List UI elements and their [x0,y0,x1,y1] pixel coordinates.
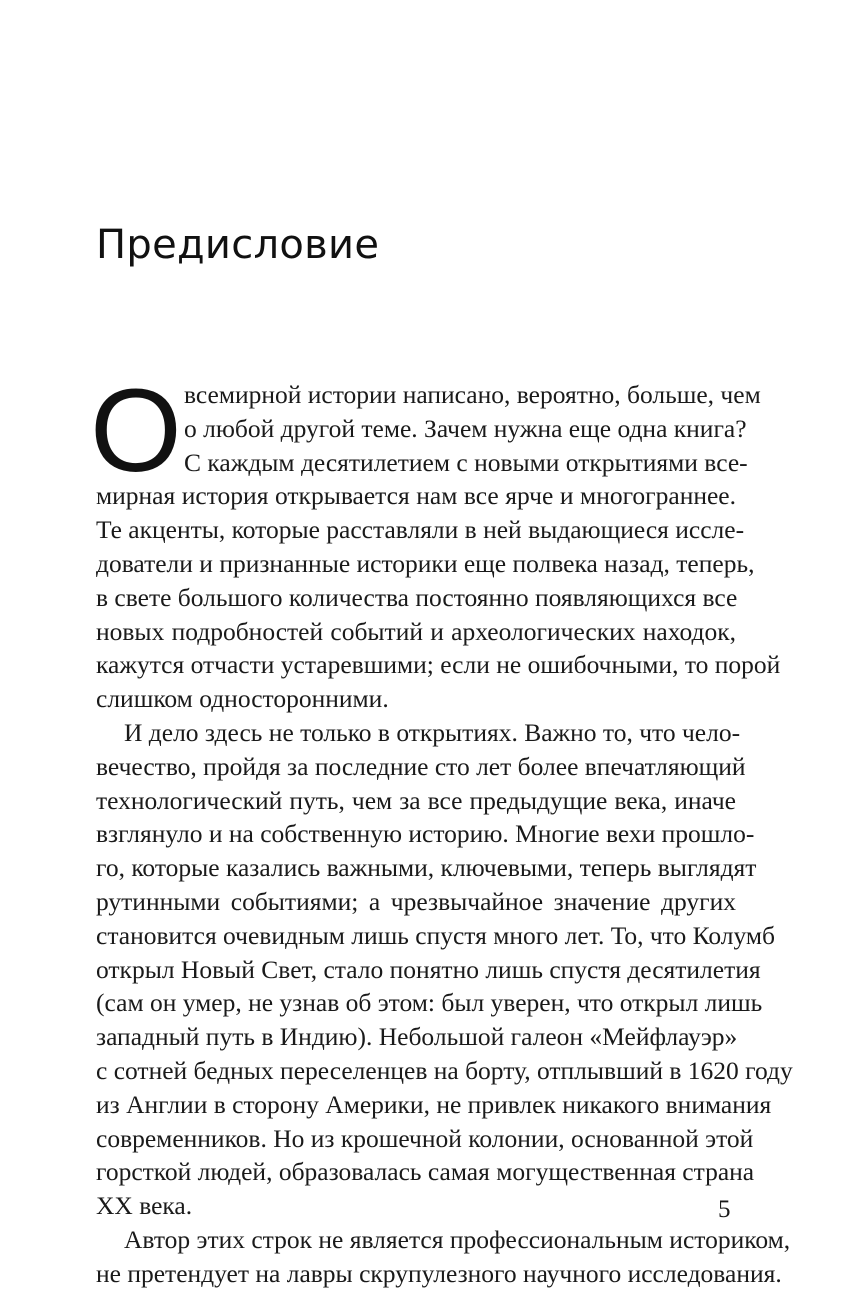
text-line: о любой другой теме. Зачем нужна еще одна книга? [184,413,747,443]
text-line: в свете большого количества постоянно появляющихся все [96,582,738,612]
text-line: XX века. [96,1191,193,1221]
text-line: Те акценты, которые расставляли в ней выдающиеся иссле- [96,515,745,545]
text-line: с сотней бедных переселенцев на борту, отплывший в 1620 году [96,1055,793,1085]
text-line: го, которые казались важными, ключевыми, теперь выглядят [96,853,757,883]
chapter-title: Предисловие [96,222,380,268]
text-line: открыл Новый Свет, стало понятно лишь спустя десятилетия [96,954,761,984]
drop-cap: О [90,365,182,497]
text-line: из Англии в сторону Америки, не привлек никакого внимания [96,1089,772,1119]
text-line: технологический путь, чем за все предыдущие века, иначе [96,785,736,815]
text-line: новых подробностей событий и археологических находок, [96,616,736,646]
text-line: вечество, пройдя за последние сто лет более впечатляющий [96,751,746,781]
page-number: 5 [718,1196,731,1223]
text-line: С каждым десятилетием с новыми открытиями все- [184,447,748,477]
paragraph-2 [96,716,793,1223]
text-line: взглянуло и на собственную историю. Многие вехи прошло- [96,819,755,849]
text-line: мирная история открывается нам все ярче и многограннее. [96,481,736,511]
text-line: становится очевидным лишь спустя много лет. То, что Колумб [96,920,776,950]
paragraph-1 [96,378,781,716]
text-line: слишком односторонними. [96,684,389,714]
text-line: (сам он умер, не узнав об этом: был уверен, что открыл лишь [96,988,763,1018]
text-line: дователи и признанные историки еще полвека назад, теперь, [96,548,755,578]
text-line: не претендует на лавры скрупулезного научного исследования. [96,1258,782,1288]
text-line: Автор этих строк не является профессиональным историком, [124,1224,791,1254]
text-line: современников. Но из крошечной колонии, основанной этой [96,1123,754,1153]
text-line: кажутся отчасти устаревшими; если не ошибочными, то порой [96,650,781,680]
body-text [90,365,793,1291]
text-line: западный путь в Индию). Небольшой галеон «Мейфлауэр» [96,1022,738,1052]
text-line: рутинными событиями; а чрезвычайное значение других [96,886,736,916]
text-line: И дело здесь не только в открытиях. Важно то, что чело- [124,717,741,747]
paragraph-3 [96,1223,791,1291]
text-line: горсткой людей, образовалась самая могущественная страна [96,1157,755,1187]
text-line: всемирной истории написано, вероятно, больше, чем [184,380,761,409]
